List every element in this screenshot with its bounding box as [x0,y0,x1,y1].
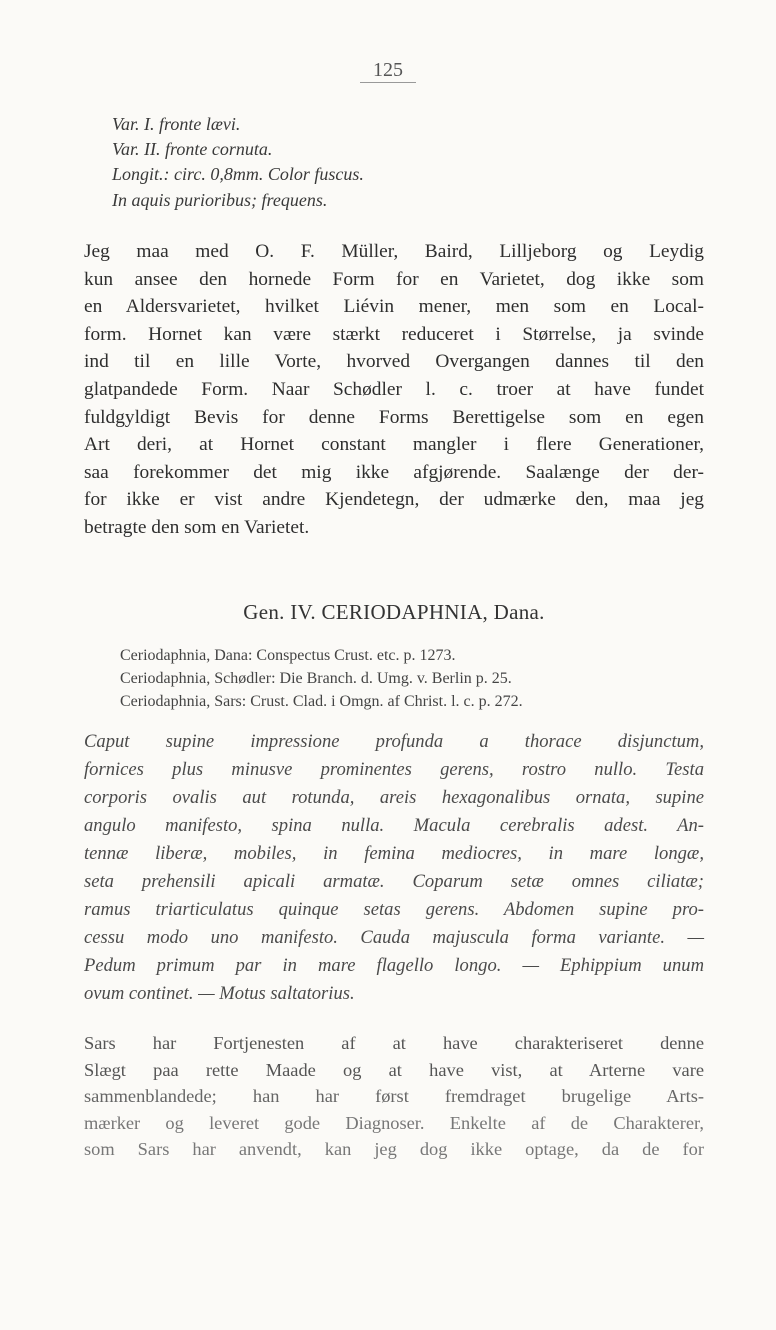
page-number: 125 [360,60,416,83]
synonym-line: Ceriodaphnia, Sars: Crust. Clad. i Omgn. af Christ. l. c. p. 272. [120,693,523,710]
text-line: saa forekommer det mig ikke afgjørende. Saalænge der der- [84,461,704,483]
text-line: form. Hornet kan være stærkt reduceret i Størrelse, ja svinde [84,323,704,345]
discussion-paragraph [84,238,704,542]
text-line: seta prehensili apicali armatæ. Coparum setæ omnes ciliatæ; [84,871,704,892]
text-line: for ikke er vist andre Kjendetegn, der udmærke den, maa jeg [84,489,704,511]
text-line: som Sars har anvendt, kan jeg dog ikke optage, da de for [84,1139,704,1159]
genus-name: CERIODAPHNIA [321,600,483,624]
text-line: sammenblandede; han har først fremdraget brugelige Arts- [84,1086,704,1106]
synonym-line: Ceriodaphnia, Schødler: Die Branch. d. Umg. v. Berlin p. 25. [120,670,512,687]
latin-description [84,728,704,1008]
text-line: ovum continet. — Motus saltatorius. [84,983,355,1004]
text-line: ramus triarticulatus quinque setas gerens. Abdomen supine pro- [84,899,704,920]
text-line: ind til en lille Vorte, hvorved Overgangen dannes til den [84,351,704,373]
synonym-list [120,644,720,713]
variant-line: Var. II. fronte cornuta. [112,139,273,160]
text-line: angulo manifesto, spina nulla. Macula cerebralis adest. An- [84,815,704,836]
genus-heading [84,600,704,625]
text-line: Jeg maa med O. F. Müller, Baird, Lilljeborg og Leydig [84,241,704,262]
text-line: glatpandede Form. Naar Schødler l. c. troer at have fundet [84,378,704,400]
variant-line: Longit.: circ. 0,8mm. Color fuscus. [112,164,364,185]
synonym-line: Ceriodaphnia, Dana: Conspectus Crust. etc. p. 1273. [120,647,456,664]
text-line: corporis ovalis aut rotunda, areis hexagonalibus ornata, supine [84,787,704,808]
text-line: cessu modo uno manifesto. Cauda majuscula forma variante. — [84,927,704,948]
text-line: en Aldersvarietet, hvilket Liévin mener, men som en Local- [84,296,704,318]
text-line: Slægt paa rette Maade og at have vist, at Arterne vare [84,1059,704,1080]
genus-prefix: Gen. IV. [243,600,316,624]
sars-paragraph [84,1030,704,1163]
variant-line: In aquis purioribus; frequens. [112,189,328,210]
text-line: Caput supine impressione profunda a thorace disjunctum, [84,731,704,752]
text-line: kun ansee den hornede Form for en Varietet, dog ikke som [84,268,704,290]
text-line: betragte den som en Varietet. [84,516,310,538]
variant-list [112,112,702,213]
text-line: Sars har Fortjenesten af at have charakteriseret denne [84,1033,704,1053]
text-line: fornices plus minusve prominentes gerens, rostro nullo. Testa [84,759,704,780]
text-line: fuldgyldigt Bevis for denne Forms Berettigelse som en egen [84,406,704,428]
text-line: Pedum primum par in mare flagello longo. — Ephippium unum [84,955,704,976]
genus-author: , Dana. [482,600,545,624]
variant-line: Var. I. fronte lævi. [112,114,241,134]
text-line: tennæ liberæ, mobiles, in femina mediocres, in mare longæ, [84,843,704,864]
text-line: Art deri, at Hornet constant mangler i flere Generationer, [84,434,704,456]
text-line: mærker og leveret gode Diagnoser. Enkelte af de Charakterer, [84,1112,704,1133]
